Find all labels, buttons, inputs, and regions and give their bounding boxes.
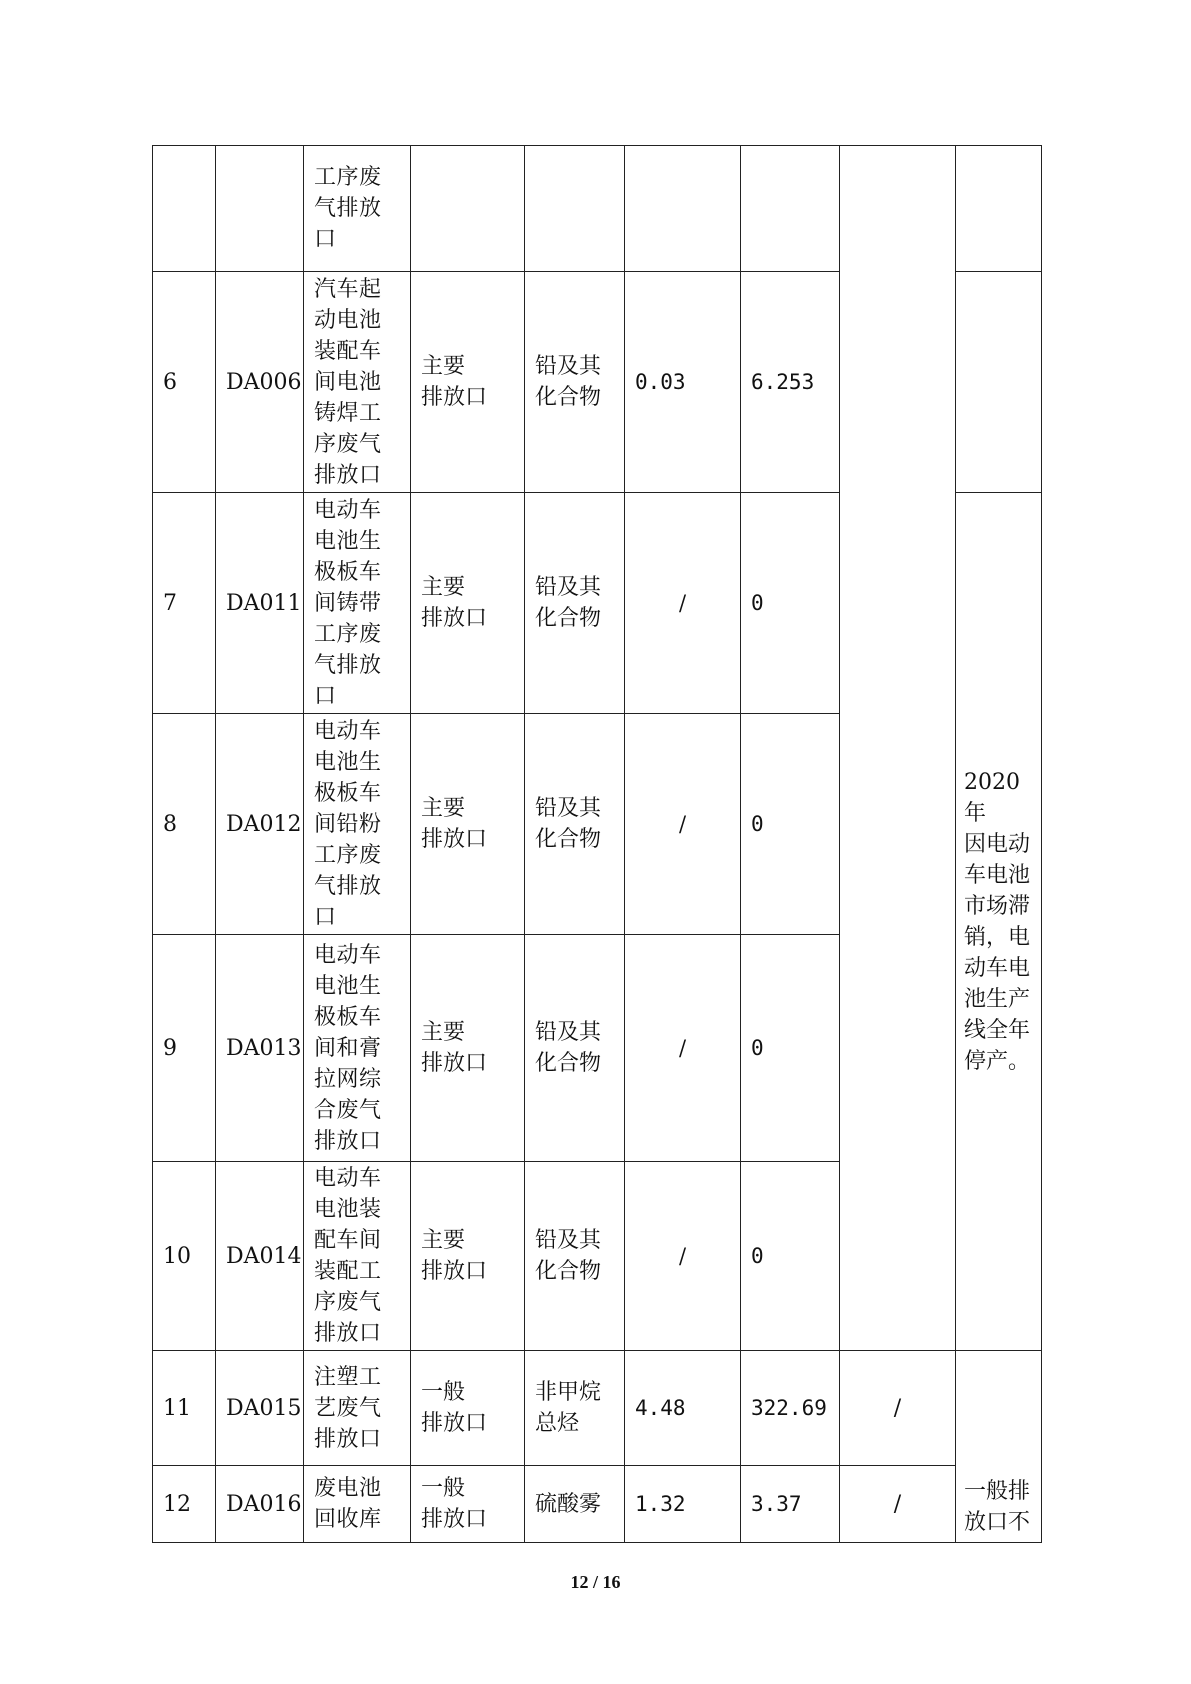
mass-cell <box>741 714 840 935</box>
concentration-cell <box>625 935 741 1162</box>
outlet-name: 废电池 回收库 <box>314 1476 382 1532</box>
outlet-name-cell <box>304 1466 411 1543</box>
pollutant-cell <box>525 935 625 1162</box>
page-number: 12 / 16 <box>570 1572 621 1592</box>
outlet-type: 一般 排放口 <box>421 1476 488 1532</box>
mass-cell <box>741 1351 840 1466</box>
outlet-name-cell <box>304 1351 411 1466</box>
seq-cell <box>153 146 216 272</box>
outlet-code: DA016 <box>226 1491 302 1517</box>
seq-cell <box>153 714 216 935</box>
limit-cell <box>840 1466 956 1543</box>
pollutant-cell <box>525 146 625 272</box>
note-cell-merged <box>956 493 1042 1351</box>
type-cell <box>411 1351 525 1466</box>
outlet-type: 主要 排放口 <box>421 796 488 852</box>
outlet-name: 注塑工 艺废气 排放口 <box>314 1364 382 1452</box>
mass-cell <box>741 1162 840 1351</box>
pollutant: 非甲烷 总烃 <box>535 1380 602 1436</box>
concentration-cell <box>625 272 741 493</box>
seq-number: 12 <box>163 1491 191 1517</box>
pollutant-cell <box>525 493 625 714</box>
seq-cell <box>153 1351 216 1466</box>
pollutant: 铅及其 化合物 <box>535 575 602 631</box>
pollutant-cell <box>525 272 625 493</box>
seq-number: 7 <box>163 590 177 616</box>
limit-value: / <box>893 1491 902 1517</box>
code-cell <box>216 1466 304 1543</box>
mass-value: 0 <box>751 590 764 615</box>
mass-value: 3.37 <box>751 1491 802 1516</box>
concentration-value: / <box>678 590 687 615</box>
limit-cell-merged <box>840 146 956 1351</box>
pollutant: 铅及其 化合物 <box>535 1020 602 1076</box>
seq-cell <box>153 493 216 714</box>
outlet-code: DA013 <box>226 1035 302 1061</box>
pollutant: 硫酸雾 <box>535 1491 602 1517</box>
concentration-value: / <box>678 811 687 836</box>
outlet-type: 主要 排放口 <box>421 1020 488 1076</box>
code-cell <box>216 272 304 493</box>
type-cell <box>411 1162 525 1351</box>
outlet-type: 主要 排放口 <box>421 575 488 631</box>
seq-number: 10 <box>163 1243 191 1269</box>
table-row <box>153 1466 1042 1543</box>
limit-cell <box>840 1351 956 1466</box>
pollutant: 铅及其 化合物 <box>535 796 602 852</box>
pollutant: 铅及其 化合物 <box>535 354 602 410</box>
seq-cell <box>153 272 216 493</box>
mass-cell <box>741 272 840 493</box>
mass-cell <box>741 493 840 714</box>
note-text: 一般排 放口不 <box>964 1479 1031 1535</box>
type-cell <box>411 935 525 1162</box>
pollutant-cell <box>525 714 625 935</box>
mass-value: 0 <box>751 1035 764 1060</box>
seq-number: 6 <box>163 369 177 395</box>
table-row <box>153 146 1042 272</box>
note-cell <box>956 146 1042 272</box>
outlet-name: 汽车起 动电池 装配车 间电池 铸焊工 序废气 排放口 <box>314 276 382 488</box>
mass-value: 0 <box>751 811 764 836</box>
mass-value: 0 <box>751 1243 764 1268</box>
concentration-cell <box>625 1466 741 1543</box>
pollutant-cell <box>525 1466 625 1543</box>
outlet-name-cell <box>304 1162 411 1351</box>
outlet-name-cell <box>304 146 411 272</box>
outlet-type: 一般 排放口 <box>421 1380 488 1436</box>
concentration-cell <box>625 1162 741 1351</box>
type-cell <box>411 272 525 493</box>
code-cell <box>216 714 304 935</box>
concentration-cell <box>625 714 741 935</box>
seq-number: 11 <box>163 1395 191 1421</box>
outlet-code: DA006 <box>226 369 302 395</box>
concentration-value: / <box>678 1035 687 1060</box>
table-row <box>153 1351 1042 1466</box>
outlet-code: DA012 <box>226 811 302 837</box>
outlet-code: DA014 <box>226 1243 302 1269</box>
pollutant-cell <box>525 1162 625 1351</box>
concentration-value: 0.03 <box>635 369 686 394</box>
seq-cell <box>153 935 216 1162</box>
pollutant-cell <box>525 1351 625 1466</box>
type-cell <box>411 146 525 272</box>
limit-value: / <box>893 1395 902 1421</box>
mass-value: 322.69 <box>751 1395 827 1420</box>
pollutant: 铅及其 化合物 <box>535 1228 602 1284</box>
mass-cell <box>741 935 840 1162</box>
type-cell <box>411 714 525 935</box>
outlet-name-cell <box>304 493 411 714</box>
outlet-name: 工序废 气排放 口 <box>314 165 382 252</box>
outlet-code: DA015 <box>226 1395 302 1421</box>
code-cell <box>216 1162 304 1351</box>
code-cell <box>216 493 304 714</box>
concentration-cell <box>625 146 741 272</box>
seq-number: 8 <box>163 811 177 837</box>
note-cell <box>956 272 1042 493</box>
concentration-value: 1.32 <box>635 1491 686 1516</box>
mass-value: 6.253 <box>751 369 815 394</box>
seq-cell <box>153 1162 216 1351</box>
note-cell-merged <box>956 1351 1042 1543</box>
concentration-cell <box>625 1351 741 1466</box>
outlet-name-cell <box>304 714 411 935</box>
concentration-cell <box>625 493 741 714</box>
outlet-name: 电动车 电池装 配车间 装配工 序废气 排放口 <box>314 1166 382 1346</box>
seq-cell <box>153 1466 216 1543</box>
code-cell <box>216 146 304 272</box>
concentration-value: 4.48 <box>635 1395 686 1420</box>
outlet-code: DA011 <box>226 590 302 616</box>
outlet-name-cell <box>304 935 411 1162</box>
outlet-type: 主要 排放口 <box>421 354 488 410</box>
mass-cell <box>741 1466 840 1543</box>
type-cell <box>411 1466 525 1543</box>
code-cell <box>216 935 304 1162</box>
code-cell <box>216 1351 304 1466</box>
outlet-type: 主要 排放口 <box>421 1228 488 1284</box>
mass-cell <box>741 146 840 272</box>
seq-number: 9 <box>163 1035 177 1061</box>
outlet-name: 电动车 电池生 极板车 间铅粉 工序废 气排放 口 <box>314 718 382 930</box>
outlet-name: 电动车 电池生 极板车 间和膏 拉网综 合废气 排放口 <box>314 942 382 1154</box>
type-cell <box>411 493 525 714</box>
note-text: 2020 年 因电动 车电池 市场滞 销，电 动车电 池生产 线全年 停产。 <box>964 769 1031 1074</box>
emission-table <box>152 145 1042 1543</box>
concentration-value: / <box>678 1243 687 1268</box>
outlet-name: 电动车 电池生 极板车 间铸带 工序废 气排放 口 <box>314 497 382 709</box>
outlet-name-cell <box>304 272 411 493</box>
